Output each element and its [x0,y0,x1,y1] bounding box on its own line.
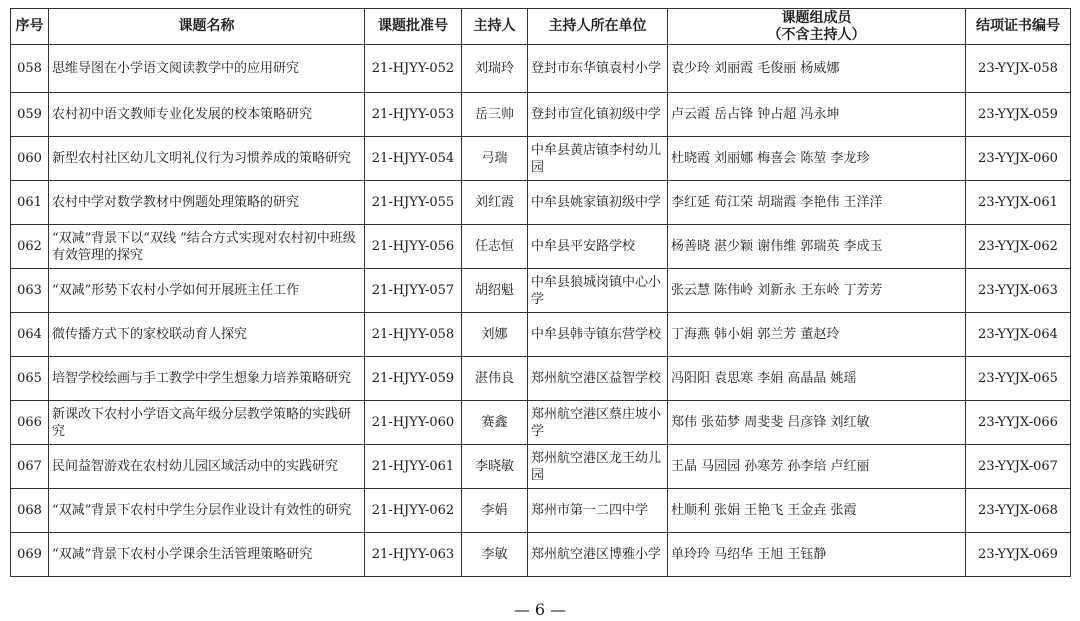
cell-cert: 23-YYJX-068 [966,489,1071,533]
cell-members: 卢云霞 岳占锋 钟占超 冯永坤 [668,93,966,137]
table-row [11,489,1071,533]
cell-seq: 062 [11,225,49,269]
cell-host: 李娟 [462,489,528,533]
header-title: 课题名称 [49,9,365,45]
table-row [11,137,1071,181]
cell-unit: 中牟县姚家镇初级中学 [528,181,668,225]
cell-approval: 21-HJYY-058 [365,313,462,357]
header-approval: 课题批准号 [365,9,462,45]
page-number: — 6 — [513,600,567,619]
cell-title: 新课改下农村小学语文高年级分层教学策略的实践研究 [49,401,365,445]
cell-cert: 23-YYJX-058 [966,45,1071,93]
cell-cert: 23-YYJX-063 [966,269,1071,313]
table-row [11,225,1071,269]
header-members-line2: （不含主持人） [767,26,866,43]
cell-cert: 23-YYJX-064 [966,313,1071,357]
header-members [668,9,966,45]
cell-host: 弓瑞 [462,137,528,181]
cell-seq: 065 [11,357,49,401]
cell-unit: 中牟县平安路学校 [528,225,668,269]
table-row [11,181,1071,225]
cell-approval: 21-HJYY-053 [365,93,462,137]
cell-members: 丁海燕 韩小娟 郭兰芳 董赵玲 [668,313,966,357]
cell-host: 刘红霞 [462,181,528,225]
cell-cert: 23-YYJX-067 [966,445,1071,489]
cell-host: 胡绍魁 [462,269,528,313]
cell-members: 杜晓霞 刘丽娜 梅喜会 陈堃 李龙珍 [668,137,966,181]
cell-approval: 21-HJYY-060 [365,401,462,445]
cell-unit: 登封市东华镇袁村小学 [528,45,668,93]
cell-seq: 060 [11,137,49,181]
table-row [11,533,1071,577]
cell-seq: 066 [11,401,49,445]
table-row [11,93,1071,137]
cell-title: “双减”背景下以“双线 ”结合方式实现对农村初中班级有效管理的探究 [49,225,365,269]
cell-seq: 064 [11,313,49,357]
cell-members: 袁少玲 刘丽霞 毛俊丽 杨威娜 [668,45,966,93]
project-table [10,8,1071,577]
header-seq: 序号 [11,9,49,45]
cell-cert: 23-YYJX-066 [966,401,1071,445]
cell-cert: 23-YYJX-060 [966,137,1071,181]
cell-members: 李红延 荀江荣 胡瑞霞 李艳伟 王洋洋 [668,181,966,225]
cell-approval: 21-HJYY-059 [365,357,462,401]
table-row [11,269,1071,313]
cell-members: 王晶 马园园 孙寒芳 孙李培 卢红丽 [668,445,966,489]
cell-title: 农村初中语文教师专业化发展的校本策略研究 [49,93,365,137]
table-body [11,45,1071,577]
cell-unit: 郑州航空港区益智学校 [528,357,668,401]
cell-seq: 069 [11,533,49,577]
cell-host: 刘娜 [462,313,528,357]
cell-approval: 21-HJYY-052 [365,45,462,93]
cell-host: 李晓敏 [462,445,528,489]
cell-unit: 郑州航空港区蔡庄坡小学 [528,401,668,445]
cell-cert: 23-YYJX-059 [966,93,1071,137]
cell-seq: 068 [11,489,49,533]
cell-approval: 21-HJYY-057 [365,269,462,313]
cell-unit: 郑州航空港区博雅小学 [528,533,668,577]
cell-cert: 23-YYJX-061 [966,181,1071,225]
cell-title: 微传播方式下的家校联动育人探究 [49,313,365,357]
cell-title: 新型农村社区幼儿文明礼仪行为习惯养成的策略研究 [49,137,365,181]
cell-unit: 郑州航空港区龙王幼儿园 [528,445,668,489]
header-unit: 主持人所在单位 [528,9,668,45]
cell-title: 农村中学对数学教材中例题处理策略的研究 [49,181,365,225]
cell-approval: 21-HJYY-061 [365,445,462,489]
cell-cert: 23-YYJX-069 [966,533,1071,577]
cell-host: 刘瑞玲 [462,45,528,93]
cell-cert: 23-YYJX-062 [966,225,1071,269]
cell-members: 冯阳阳 袁思寒 李娟 高晶晶 姚瑶 [668,357,966,401]
cell-host: 任志恒 [462,225,528,269]
cell-title: 民间益智游戏在农村幼儿园区域活动中的实践研究 [49,445,365,489]
cell-approval: 21-HJYY-063 [365,533,462,577]
header-cert: 结项证书编号 [966,9,1071,45]
cell-title: 培智学校绘画与手工教学中学生想象力培养策略研究 [49,357,365,401]
cell-title: “双减”背景下农村中学生分层作业设计有效性的研究 [49,489,365,533]
cell-unit: 郑州市第一二四中学 [528,489,668,533]
cell-unit: 登封市宣化镇初级中学 [528,93,668,137]
cell-approval: 21-HJYY-055 [365,181,462,225]
table-row [11,401,1071,445]
header-members-line1: 课题组成员 [781,9,852,26]
cell-members: 杨善晓 湛少颖 谢伟维 郭瑞英 李成玉 [668,225,966,269]
table-row [11,313,1071,357]
cell-approval: 21-HJYY-056 [365,225,462,269]
header-host: 主持人 [462,9,528,45]
table-row [11,357,1071,401]
cell-title: “双减”背景下农村小学课余生活管理策略研究 [49,533,365,577]
table-header-row [11,9,1071,45]
cell-title: 思维导图在小学语文阅读教学中的应用研究 [49,45,365,93]
cell-members: 杜顺利 张娟 王艳飞 王金垚 张霞 [668,489,966,533]
cell-unit: 中牟县黄店镇李村幼儿园 [528,137,668,181]
cell-unit: 中牟县狼城岗镇中心小学 [528,269,668,313]
cell-seq: 058 [11,45,49,93]
cell-approval: 21-HJYY-054 [365,137,462,181]
cell-seq: 061 [11,181,49,225]
cell-seq: 063 [11,269,49,313]
cell-host: 岳三帅 [462,93,528,137]
cell-seq: 059 [11,93,49,137]
cell-cert: 23-YYJX-065 [966,357,1071,401]
table-row [11,45,1071,93]
cell-members: 单玲玲 马绍华 王旭 王钰静 [668,533,966,577]
cell-host: 赛鑫 [462,401,528,445]
table-row [11,445,1071,489]
cell-members: 郑伟 张茹梦 周斐斐 吕彦锋 刘红敏 [668,401,966,445]
cell-title: “双减”形势下农村小学如何开展班主任工作 [49,269,365,313]
cell-seq: 067 [11,445,49,489]
cell-host: 李敏 [462,533,528,577]
cell-host: 湛伟良 [462,357,528,401]
cell-approval: 21-HJYY-062 [365,489,462,533]
cell-unit: 中牟县韩寺镇东营学校 [528,313,668,357]
cell-members: 张云慧 陈伟岭 刘新永 王东岭 丁芳芳 [668,269,966,313]
